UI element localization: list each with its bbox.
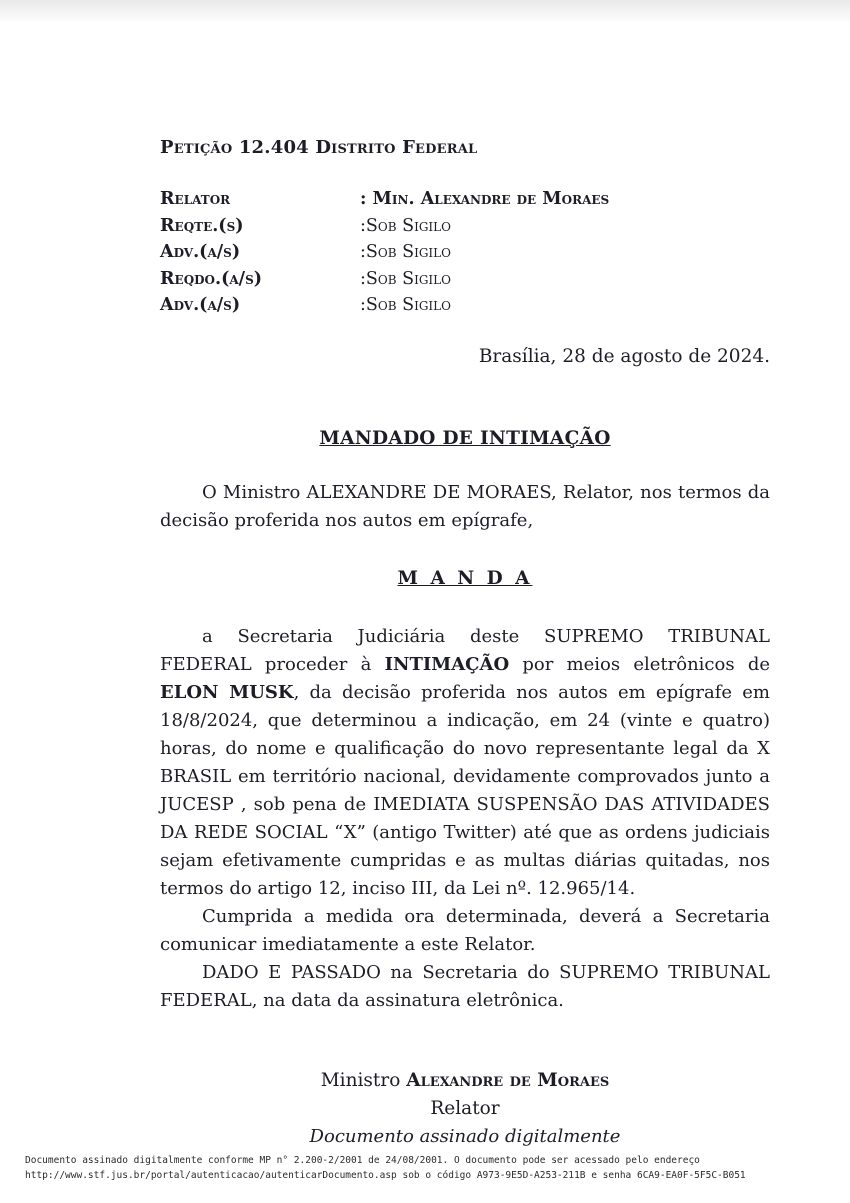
- signature-name: Ministro Alexandre de Moraes: [320, 1069, 610, 1091]
- dateline: Brasília, 28 de agosto de 2024.: [478, 345, 770, 367]
- manda-heading: M A N D A: [397, 567, 533, 589]
- footer-line-1: Documento assinado digitalmente conforme MP n° 2.200-2/2001 de 24/08/2001. O documento pode ser acessado pelo endereço: [25, 1155, 700, 1166]
- intro-paragraph: O Ministro ALEXANDRE DE MORAES, Relator, nos termos da decisão proferida nos autos em epígrafe,: [160, 481, 770, 531]
- party-value: : Min. Alexandre de Moraes: [360, 189, 610, 209]
- order-paragraph: a Secretaria Judiciária deste SUPREMO TRIBUNAL FEDERAL proceder à INTIMAÇÃO por meios eletrônicos de ELON MUSK, da decisão proferida nos autos em epígrafe em 18/8/2024, que determinou a indicação, em 24 (vinte e quatro) horas, do nome e qualificação do novo representante legal da X BRASIL em território nacional, devidamente comprovados junto a JUCESP , sob pena de IMEDIATA SUSPENSÃO DAS ATIVIDADES DA REDE SOCIAL “X” (antigo Twitter) até que as ordens judiciais sejam efetivamente cumpridas e as multas diárias quitadas, nos termos do artigo 12, inciso III, da Lei nº. 12.965/14.: [160, 625, 770, 899]
- party-row: [160, 239, 770, 266]
- party-label: Reqte.(s): [160, 215, 244, 236]
- document-title: MANDADO DE INTIMAÇÃO: [319, 427, 611, 449]
- closing-paragraph: DADO E PASSADO na Secretaria do SUPREMO TRIBUNAL FEDERAL, na data da assinatura eletrônica.: [160, 961, 770, 1011]
- party-value: :Sob Sigilo: [360, 295, 451, 315]
- parties-table: [160, 186, 770, 319]
- case-title: Petição 12.404 Distrito Federal: [160, 137, 478, 158]
- party-value: :Sob Sigilo: [360, 268, 451, 289]
- closing-paragraph: Cumprida a medida ora determinada, deverá a Secretaria comunicar imediatamente a este Relator.: [160, 905, 770, 955]
- footer-line-2: http://www.stf.jus.br/portal/autenticacao/autenticarDocumento.asp sob o código A973-9E5D-A253-211B e senha 6CA9-EA0F-5F5C-B051: [25, 1170, 746, 1181]
- document-content: [160, 0, 770, 1151]
- signature-role: Relator: [430, 1097, 500, 1119]
- party-label: Adv.(a/s): [160, 242, 241, 262]
- party-row: [160, 266, 770, 293]
- signature-block: [160, 1067, 770, 1151]
- party-label: Relator: [160, 189, 231, 209]
- party-label: Adv.(a/s): [160, 295, 241, 315]
- party-value: :Sob Sigilo: [360, 242, 451, 262]
- authentication-footer: [25, 1153, 830, 1183]
- party-row: [160, 213, 770, 240]
- party-value: :Sob Sigilo: [360, 215, 451, 236]
- party-label: Reqdo.(a/s): [160, 268, 263, 289]
- signature-digital-note: Documento assinado digitalmente: [309, 1125, 621, 1147]
- party-row: [160, 292, 770, 319]
- page-top-shade: [0, 0, 850, 24]
- party-row: [160, 186, 770, 213]
